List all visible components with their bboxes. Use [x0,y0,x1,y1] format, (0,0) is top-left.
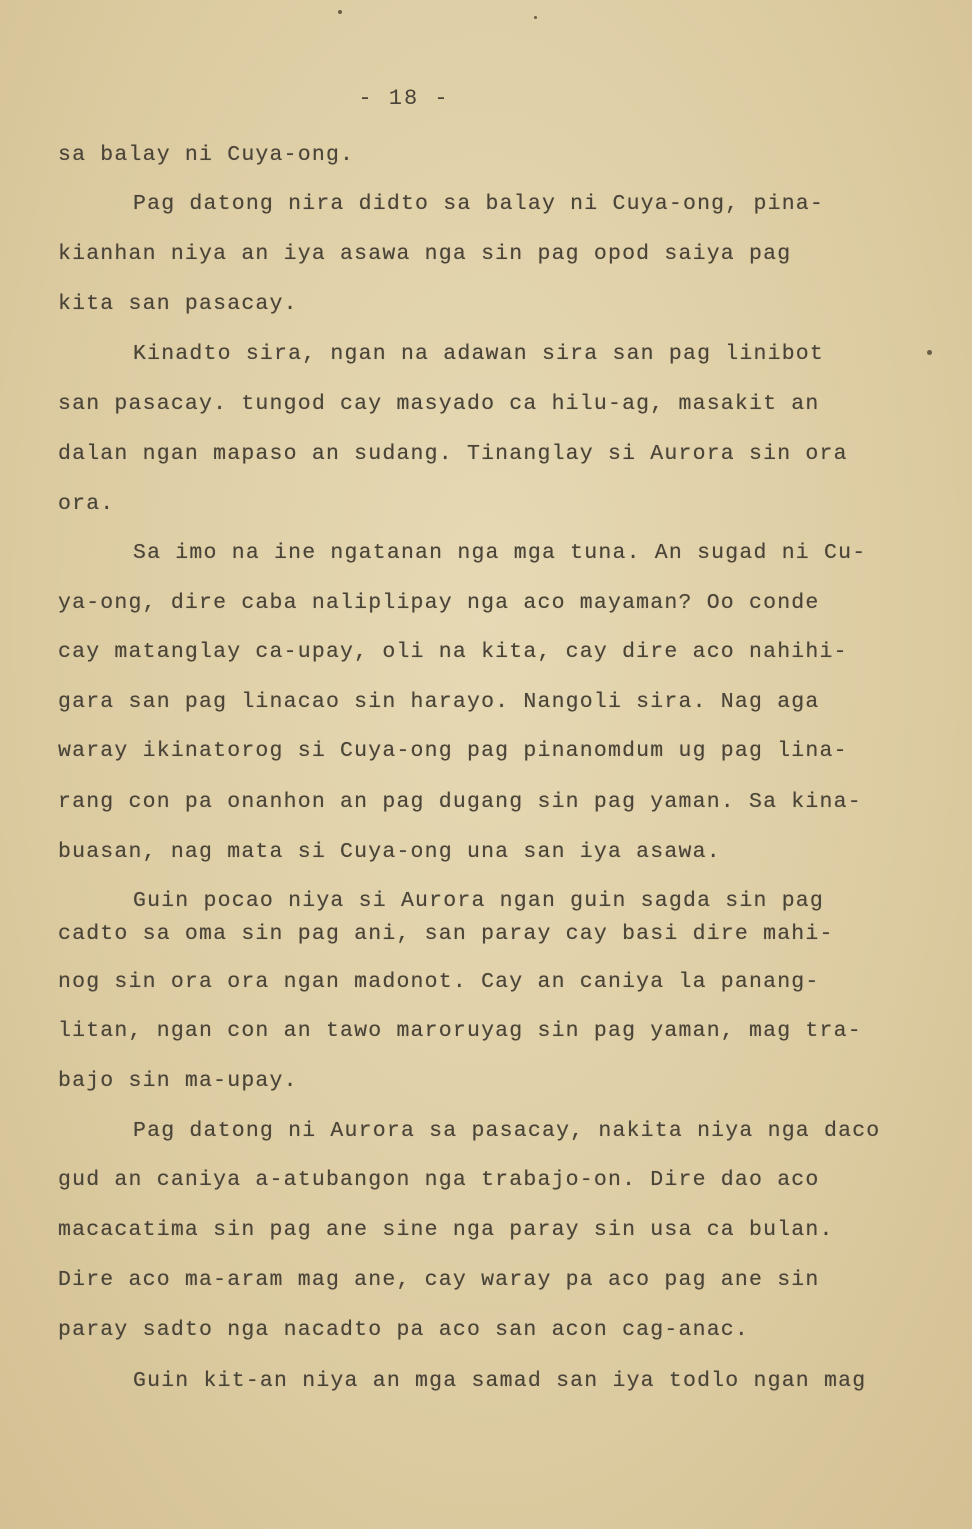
paper-speck [927,350,932,355]
text-line: nog sin ora ora ngan madonot. Cay an caniya la panang- [58,970,820,994]
text-line: Guin pocao niya si Aurora ngan guin sagda sin pag [133,889,825,913]
paper-speck [534,16,537,19]
text-line: cadto sa oma sin pag ani, san paray cay basi dire mahi- [58,922,834,946]
text-line: ya-ong, dire caba naliplipay nga aco mayaman? Oo conde [58,591,820,615]
text-line: gud an caniya a-atubangon nga trabajo-on. Dire dao aco [58,1168,820,1192]
text-line: cay matanglay ca-upay, oli na kita, cay dire aco nahihi- [58,640,848,664]
text-line: paray sadto nga nacadto pa aco san acon cag-anac. [58,1318,750,1342]
paper-speck [338,10,342,14]
text-line: Kinadto sira, ngan na adawan sira san pag linibot [133,342,825,366]
text-line: Sa imo na ine ngatanan nga mga tuna. An sugad ni Cu- [133,541,867,565]
text-line: bajo sin ma-upay. [58,1069,298,1093]
text-line: Pag datong nira didto sa balay ni Cuya-ong, pina- [133,192,825,216]
text-line: buasan, nag mata si Cuya-ong una san iya asawa. [58,840,721,864]
text-line: Dire aco ma-aram mag ane, cay waray pa aco pag ane sin [58,1268,820,1292]
text-line: kianhan niya an iya asawa nga sin pag opod saiya pag [58,242,792,266]
text-line: san pasacay. tungod cay masyado ca hilu-ag, masakit an [58,392,820,416]
text-line: rang con pa onanhon an pag dugang sin pag yaman. Sa kina- [58,790,862,814]
text-line: dalan ngan mapaso an sudang. Tinanglay si Aurora sin ora [58,442,848,466]
text-line: ora. [58,492,115,516]
text-line: Pag datong ni Aurora sa pasacay, nakita niya nga daco [133,1119,881,1143]
text-line: gara san pag linacao sin harayo. Nangoli sira. Nag aga [58,690,820,714]
text-line: waray ikinatorog si Cuya-ong pag pinanomdum ug pag lina- [58,739,848,763]
text-line: sa balay ni Cuya-ong. [58,143,355,167]
page-number: - 18 - [358,86,450,111]
text-line: Guin kit-an niya an mga samad san iya todlo ngan mag [133,1369,867,1393]
text-line: litan, ngan con an tawo maroruyag sin pag yaman, mag tra- [58,1019,862,1043]
text-line: kita san pasacay. [58,292,298,316]
text-line: macacatima sin pag ane sine nga paray sin usa ca bulan. [58,1218,834,1242]
